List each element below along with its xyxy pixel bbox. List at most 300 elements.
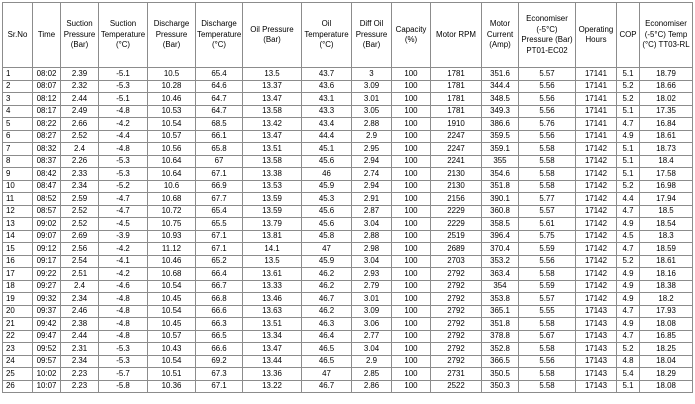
table-cell: 5.2 — [617, 343, 640, 356]
table-row — [3, 230, 693, 243]
table-cell: 21 — [3, 318, 33, 331]
table-cell: 2.34 — [61, 180, 99, 193]
table-cell: 1910 — [431, 118, 482, 131]
table-cell: 2.51 — [61, 268, 99, 281]
table-cell: 09:37 — [33, 305, 61, 318]
table-cell: 20 — [3, 305, 33, 318]
table-cell: 17141 — [576, 130, 617, 143]
table-cell: 46.7 — [302, 293, 352, 306]
table-cell: 18 — [3, 280, 33, 293]
table-cell: 66.6 — [196, 305, 243, 318]
table-cell: -4.8 — [99, 293, 148, 306]
table-cell: 17142 — [576, 243, 617, 256]
table-cell: 18.61 — [640, 130, 693, 143]
table-cell: 4.9 — [617, 268, 640, 281]
table-cell: 18.08 — [640, 318, 693, 331]
table-cell: 45.6 — [302, 218, 352, 231]
table-cell: 2.26 — [61, 155, 99, 168]
table-cell: 18.73 — [640, 143, 693, 156]
table-cell: 67 — [196, 155, 243, 168]
table-cell: 17142 — [576, 168, 617, 181]
table-cell: 64.7 — [196, 105, 243, 118]
table-cell: 4.9 — [617, 280, 640, 293]
table-cell: 13.61 — [243, 268, 302, 281]
table-cell: -5.1 — [99, 93, 148, 106]
table-row — [3, 293, 693, 306]
table-cell: 2.79 — [352, 280, 392, 293]
table-cell: 08:17 — [33, 105, 61, 118]
table-cell: 10.45 — [148, 318, 196, 331]
table-cell: 13.81 — [243, 230, 302, 243]
table-cell: 358.5 — [482, 218, 519, 231]
table-cell: 2.49 — [61, 105, 99, 118]
table-row — [3, 93, 693, 106]
header-motor-current: Motor Current (Amp) — [482, 3, 519, 68]
table-cell: 69.2 — [196, 355, 243, 368]
header-sr-no: Sr.No — [3, 3, 33, 68]
table-cell: 5.2 — [617, 180, 640, 193]
table-cell: 100 — [392, 168, 431, 181]
table-cell: 378.8 — [482, 330, 519, 343]
table-cell: 10.53 — [148, 105, 196, 118]
table-cell: 370.4 — [482, 243, 519, 256]
table-cell: 17142 — [576, 180, 617, 193]
table-cell: 360.8 — [482, 205, 519, 218]
header-economiser-temp: Economiser (-5°C) Temp (°C) TT03-RL — [640, 3, 693, 68]
table-cell: 17141 — [576, 68, 617, 81]
table-cell: 390.1 — [482, 193, 519, 206]
table-cell: 100 — [392, 218, 431, 231]
table-cell: 13.51 — [243, 318, 302, 331]
table-cell: 4.7 — [617, 305, 640, 318]
table-cell: 355 — [482, 155, 519, 168]
table-cell: 14.1 — [243, 243, 302, 256]
table-cell: 5.57 — [519, 293, 576, 306]
table-cell: 5.57 — [519, 68, 576, 81]
table-cell: 2792 — [431, 268, 482, 281]
table-cell: 2247 — [431, 130, 482, 143]
table-cell: 10.56 — [148, 143, 196, 156]
table-cell: 2.56 — [61, 243, 99, 256]
table-cell: 13.47 — [243, 130, 302, 143]
table-cell: -5.3 — [99, 343, 148, 356]
table-cell: 47 — [302, 368, 352, 381]
table-cell: 45.1 — [302, 143, 352, 156]
table-cell: 10.64 — [148, 168, 196, 181]
table-cell: 16 — [3, 255, 33, 268]
table-cell: 2.85 — [352, 368, 392, 381]
table-cell: 349.3 — [482, 105, 519, 118]
header-suction-pressure: Suction Pressure (Bar) — [61, 3, 99, 68]
table-cell: 2.9 — [352, 130, 392, 143]
table-cell: 2792 — [431, 343, 482, 356]
table-cell: 47 — [302, 243, 352, 256]
table-cell: 13.79 — [243, 218, 302, 231]
header-discharge-temperature: Discharge Temperature (°C) — [196, 3, 243, 68]
table-cell: 5.58 — [519, 155, 576, 168]
table-cell: 2130 — [431, 180, 482, 193]
table-cell: 5.58 — [519, 380, 576, 393]
table-cell: 65.4 — [196, 68, 243, 81]
table-cell: 08:27 — [33, 130, 61, 143]
table-cell: 4.8 — [617, 355, 640, 368]
table-cell: -4.6 — [99, 280, 148, 293]
table-cell: 5.2 — [617, 80, 640, 93]
table-cell: 09:52 — [33, 343, 61, 356]
table-cell: 17.93 — [640, 305, 693, 318]
table-cell: 2.91 — [352, 193, 392, 206]
table-row — [3, 280, 693, 293]
table-cell: 13.47 — [243, 343, 302, 356]
table-cell: -5.7 — [99, 368, 148, 381]
table-cell: 65.8 — [196, 143, 243, 156]
table-cell: 67.1 — [196, 380, 243, 393]
table-cell: 354 — [482, 280, 519, 293]
table-cell: 5.1 — [617, 155, 640, 168]
table-cell: 1781 — [431, 80, 482, 93]
table-cell: 4.7 — [617, 205, 640, 218]
table-cell: 5.1 — [617, 380, 640, 393]
table-cell: -5.3 — [99, 355, 148, 368]
table-cell: 22 — [3, 330, 33, 343]
table-cell: 46.4 — [302, 330, 352, 343]
table-cell: 366.5 — [482, 355, 519, 368]
header-motor-rpm: Motor RPM — [431, 3, 482, 68]
table-cell: 46.7 — [302, 380, 352, 393]
table-cell: 2792 — [431, 305, 482, 318]
header-operating-hours: Operating Hours — [576, 3, 617, 68]
table-cell: 100 — [392, 305, 431, 318]
table-cell: 5.56 — [519, 130, 576, 143]
table-cell: 18.29 — [640, 368, 693, 381]
table-cell: 353.8 — [482, 293, 519, 306]
table-cell: 2.34 — [61, 355, 99, 368]
table-cell: 5.58 — [519, 143, 576, 156]
table-cell: -5.2 — [99, 180, 148, 193]
table-cell: 08:57 — [33, 205, 61, 218]
table-cell: 18.02 — [640, 93, 693, 106]
table-cell: 08:42 — [33, 168, 61, 181]
table-cell: 17142 — [576, 255, 617, 268]
table-cell: 100 — [392, 105, 431, 118]
table-cell: -4.2 — [99, 118, 148, 131]
table-cell: 18.59 — [640, 243, 693, 256]
table-cell: 2.4 — [61, 143, 99, 156]
table-cell: 19 — [3, 293, 33, 306]
table-cell: 10.54 — [148, 118, 196, 131]
table-cell: 2.31 — [61, 343, 99, 356]
table-cell: 17142 — [576, 143, 617, 156]
table-cell: 2.98 — [352, 243, 392, 256]
table-row — [3, 155, 693, 168]
header-row — [3, 3, 693, 68]
table-cell: 16.85 — [640, 330, 693, 343]
table-cell: 25 — [3, 368, 33, 381]
table-cell: 350.3 — [482, 380, 519, 393]
table-cell: 5.56 — [519, 355, 576, 368]
table-cell: 18.2 — [640, 293, 693, 306]
table-cell: 10.75 — [148, 218, 196, 231]
table-cell: 2689 — [431, 243, 482, 256]
table-cell: 17143 — [576, 380, 617, 393]
table-cell: 4.4 — [617, 193, 640, 206]
table-cell: 66.4 — [196, 268, 243, 281]
table-cell: 2 — [3, 80, 33, 93]
table-cell: 18.04 — [640, 355, 693, 368]
table-cell: 5.1 — [617, 168, 640, 181]
table-cell: 5 — [3, 118, 33, 131]
table-cell: 09:32 — [33, 293, 61, 306]
table-cell: 4.9 — [617, 130, 640, 143]
table-cell: 2.88 — [352, 230, 392, 243]
table-row — [3, 193, 693, 206]
table-cell: -4.1 — [99, 255, 148, 268]
table-cell: 08:47 — [33, 180, 61, 193]
table-cell: 45.9 — [302, 180, 352, 193]
table-cell: 2.39 — [61, 68, 99, 81]
compressor-log-table — [2, 2, 693, 393]
table-cell: 15 — [3, 243, 33, 256]
table-cell: 6 — [3, 130, 33, 143]
table-cell: 17143 — [576, 330, 617, 343]
table-cell: 344.4 — [482, 80, 519, 93]
table-cell: 08:07 — [33, 80, 61, 93]
table-cell: 100 — [392, 155, 431, 168]
table-cell: 23 — [3, 343, 33, 356]
table-cell: 18.08 — [640, 380, 693, 393]
table-cell: 2792 — [431, 293, 482, 306]
table-cell: 4.7 — [617, 118, 640, 131]
table-row — [3, 218, 693, 231]
table-cell: -4.8 — [99, 105, 148, 118]
table-cell: 4.7 — [617, 330, 640, 343]
table-cell: 10 — [3, 180, 33, 193]
table-cell: 18.54 — [640, 218, 693, 231]
table-cell: 5.58 — [519, 168, 576, 181]
header-oil-pressure: Oil Pressure (Bar) — [243, 3, 302, 68]
table-cell: 17141 — [576, 118, 617, 131]
table-cell: 5.1 — [617, 143, 640, 156]
table-cell: 5.2 — [617, 93, 640, 106]
header-diff-oil-pressure: Diff Oil Pressure (Bar) — [352, 3, 392, 68]
table-row — [3, 168, 693, 181]
table-cell: 5.56 — [519, 80, 576, 93]
table-cell: 43.4 — [302, 118, 352, 131]
table-cell: 3 — [352, 68, 392, 81]
table-cell: -4.2 — [99, 243, 148, 256]
table-cell: 17143 — [576, 318, 617, 331]
table-cell: 09:27 — [33, 280, 61, 293]
table-cell: 3.06 — [352, 318, 392, 331]
table-row — [3, 118, 693, 131]
header-time: Time — [33, 3, 61, 68]
table-cell: 100 — [392, 80, 431, 93]
table-cell: 45.8 — [302, 230, 352, 243]
table-cell: 67.1 — [196, 168, 243, 181]
table-row — [3, 305, 693, 318]
table-cell: 2.46 — [61, 305, 99, 318]
table-cell: 2.94 — [352, 155, 392, 168]
table-cell: 43.6 — [302, 80, 352, 93]
table-cell: 65.5 — [196, 218, 243, 231]
table-cell: 100 — [392, 205, 431, 218]
table-cell: 66.6 — [196, 343, 243, 356]
table-cell: 17142 — [576, 268, 617, 281]
table-cell: 3.01 — [352, 293, 392, 306]
table-cell: 100 — [392, 268, 431, 281]
table-cell: 10:02 — [33, 368, 61, 381]
table-cell: 18.4 — [640, 155, 693, 168]
table-cell: 17143 — [576, 368, 617, 381]
table-cell: 10.6 — [148, 180, 196, 193]
table-cell: 13.34 — [243, 330, 302, 343]
table-cell: 3.09 — [352, 80, 392, 93]
table-cell: 17142 — [576, 280, 617, 293]
table-cell: 100 — [392, 380, 431, 393]
table-cell: 66.7 — [196, 280, 243, 293]
table-cell: 13.22 — [243, 380, 302, 393]
table-cell: 17143 — [576, 343, 617, 356]
table-cell: 09:17 — [33, 255, 61, 268]
table-cell: 2522 — [431, 380, 482, 393]
table-cell: 18.3 — [640, 230, 693, 243]
table-cell: 363.4 — [482, 268, 519, 281]
table-cell: 5.58 — [519, 318, 576, 331]
table-cell: 100 — [392, 130, 431, 143]
table-cell: 09:12 — [33, 243, 61, 256]
table-cell: 4.9 — [617, 318, 640, 331]
table-cell: 10.36 — [148, 380, 196, 393]
table-cell: -5.3 — [99, 80, 148, 93]
table-cell: 100 — [392, 243, 431, 256]
table-cell: 10.54 — [148, 355, 196, 368]
table-cell: 2.93 — [352, 268, 392, 281]
table-cell: 2.69 — [61, 230, 99, 243]
table-cell: 64.7 — [196, 93, 243, 106]
table-cell: 100 — [392, 143, 431, 156]
table-cell: 5.2 — [617, 255, 640, 268]
table-cell: 46.2 — [302, 305, 352, 318]
table-cell: 5.67 — [519, 330, 576, 343]
table-cell: -4.8 — [99, 143, 148, 156]
table-cell: 46.5 — [302, 343, 352, 356]
table-cell: 08:12 — [33, 93, 61, 106]
table-cell: 17.58 — [640, 168, 693, 181]
table-cell: 09:02 — [33, 218, 61, 231]
table-cell: 18.16 — [640, 268, 693, 281]
table-cell: 5.58 — [519, 268, 576, 281]
table-cell: 353.2 — [482, 255, 519, 268]
table-cell: 2792 — [431, 330, 482, 343]
table-cell: 44.4 — [302, 130, 352, 143]
table-cell: 100 — [392, 93, 431, 106]
table-cell: 100 — [392, 193, 431, 206]
table-cell: 45.6 — [302, 205, 352, 218]
table-cell: 3.05 — [352, 105, 392, 118]
table-row — [3, 143, 693, 156]
table-cell: 2229 — [431, 218, 482, 231]
table-row — [3, 355, 693, 368]
table-cell: 68.5 — [196, 118, 243, 131]
table-cell: 2.44 — [61, 93, 99, 106]
table-cell: 2.66 — [61, 118, 99, 131]
table-cell: 2229 — [431, 205, 482, 218]
table-cell: 2.44 — [61, 330, 99, 343]
table-cell: -5.8 — [99, 380, 148, 393]
table-cell: 5.58 — [519, 368, 576, 381]
table-cell: 65.4 — [196, 205, 243, 218]
table-cell: 5.59 — [519, 243, 576, 256]
table-cell: 10.46 — [148, 93, 196, 106]
table-row — [3, 130, 693, 143]
table-cell: 350.5 — [482, 368, 519, 381]
table-cell: 18.25 — [640, 343, 693, 356]
table-row — [3, 180, 693, 193]
table-cell: 1781 — [431, 93, 482, 106]
table-cell: 5.55 — [519, 305, 576, 318]
table-cell: 13.5 — [243, 68, 302, 81]
table-cell: 46.2 — [302, 268, 352, 281]
table-cell: 100 — [392, 68, 431, 81]
table-cell: 67.1 — [196, 230, 243, 243]
table-cell: 45.9 — [302, 255, 352, 268]
table-cell: 10.51 — [148, 368, 196, 381]
table-cell: 365.1 — [482, 305, 519, 318]
table-cell: 66.9 — [196, 180, 243, 193]
table-cell: 3.04 — [352, 343, 392, 356]
table-cell: 4.5 — [617, 230, 640, 243]
table-cell: 2.52 — [61, 205, 99, 218]
table-cell: 12 — [3, 205, 33, 218]
table-cell: 67.3 — [196, 368, 243, 381]
table-cell: 5.56 — [519, 255, 576, 268]
table-cell: 66.1 — [196, 130, 243, 143]
table-cell: 100 — [392, 118, 431, 131]
table-cell: -5.3 — [99, 168, 148, 181]
table-cell: -4.8 — [99, 318, 148, 331]
table-cell: 359.5 — [482, 130, 519, 143]
table-cell: 17141 — [576, 105, 617, 118]
table-cell: 9 — [3, 168, 33, 181]
table-cell: 10.54 — [148, 280, 196, 293]
table-cell: 13.58 — [243, 155, 302, 168]
table-cell: 10:07 — [33, 380, 61, 393]
header-discharge-pressure: Discharge Pressure (Bar) — [148, 3, 196, 68]
table-cell: 3 — [3, 93, 33, 106]
table-cell: 10.93 — [148, 230, 196, 243]
table-cell: -4.4 — [99, 130, 148, 143]
table-cell: 17142 — [576, 218, 617, 231]
table-cell: 13 — [3, 218, 33, 231]
header-oil-temperature: Oil Temperature (°C) — [302, 3, 352, 68]
table-cell: 4 — [3, 105, 33, 118]
table-cell: 08:52 — [33, 193, 61, 206]
table-cell: 2.9 — [352, 355, 392, 368]
table-cell: 2.33 — [61, 168, 99, 181]
table-cell: 13.33 — [243, 280, 302, 293]
table-row — [3, 268, 693, 281]
table-cell: -4.8 — [99, 330, 148, 343]
table-cell: 2.52 — [61, 130, 99, 143]
table-cell: 46.3 — [302, 318, 352, 331]
table-row — [3, 80, 693, 93]
table-cell: -4.7 — [99, 193, 148, 206]
table-cell: 09:57 — [33, 355, 61, 368]
table-cell: 2.38 — [61, 318, 99, 331]
table-cell: 16.98 — [640, 180, 693, 193]
table-cell: 13.5 — [243, 255, 302, 268]
header-capacity: Capacity (%) — [392, 3, 431, 68]
